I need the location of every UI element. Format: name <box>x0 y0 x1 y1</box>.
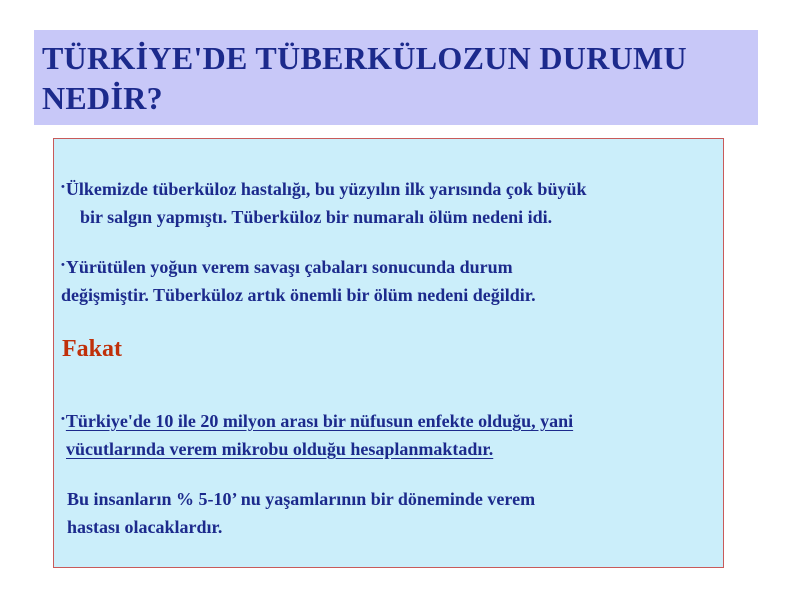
paragraph-item-4 <box>67 485 717 541</box>
bullet-icon: • <box>61 259 65 271</box>
bullet-item-1 <box>61 173 721 231</box>
title-line-2: NEDİR? <box>42 80 163 116</box>
title-banner <box>34 30 758 125</box>
bullet-item-3-line-2: vücutlarında verem mikrobu olduğu hesaplanmaktadır. <box>66 439 494 459</box>
bullet-icon: • <box>61 181 65 193</box>
content-panel <box>53 138 724 568</box>
slide-title <box>42 38 758 118</box>
bullet-item-1-line-1: Ülkemizde tüberküloz hastalığı, bu yüzyılın ilk yarısında çok büyük <box>65 179 587 199</box>
bullet-item-3-line-1: Türkiye'de 10 ile 20 milyon arası bir nüfusun enfekte olduğu, yani <box>65 411 574 431</box>
bullet-item-3 <box>61 405 721 463</box>
bullet-icon: • <box>61 413 65 425</box>
bullet-item-2-line-2: değişmiştir. Tüberküloz artık önemli bir ölüm nedeni değildir. <box>61 285 536 305</box>
title-line-1: TÜRKİYE'DE TÜBERKÜLOZUN DURUMU <box>42 40 687 76</box>
bullet-item-2-line-1: Yürütülen yoğun verem savaşı çabaları sonucunda durum <box>65 257 513 277</box>
paragraph-item-4-line-1: Bu insanların % 5-10’ nu yaşamlarının bir döneminde verem <box>67 489 536 509</box>
fakat-heading: Fakat <box>62 336 122 362</box>
paragraph-item-4-line-2: hastası olacaklardır. <box>67 517 223 537</box>
bullet-item-2 <box>61 251 721 309</box>
bullet-item-1-line-2: bir salgın yapmıştı. Tüberküloz bir numaralı ölüm nedeni idi. <box>80 207 553 227</box>
